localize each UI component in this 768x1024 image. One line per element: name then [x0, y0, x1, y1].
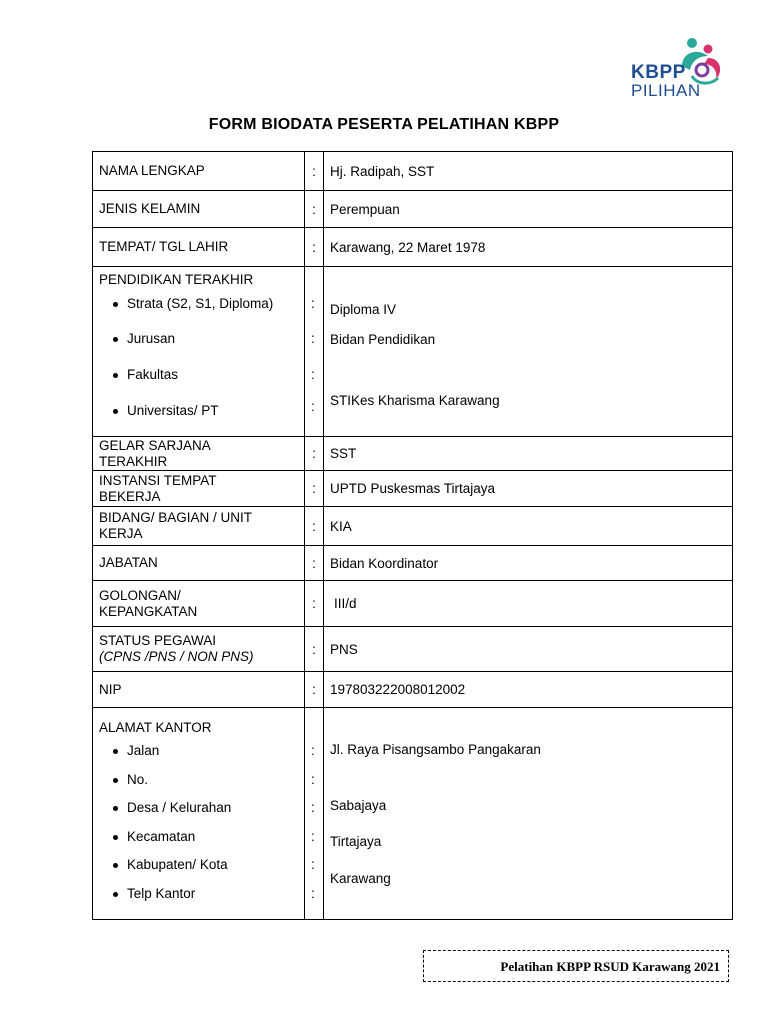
list-item-universitas: Universitas/ PT: [127, 403, 219, 418]
label-line-italic: (CPNS /PNS / NON PNS): [99, 649, 254, 664]
list-item-telp: Telp Kantor: [127, 886, 196, 901]
label-jabatan: JABATAN: [93, 546, 305, 581]
separator: :: [311, 829, 315, 844]
footer-note: Pelatihan KBPP RSUD Karawang 2021: [423, 950, 729, 982]
list-item-kabupaten: Kabupaten/ Kota: [127, 857, 228, 872]
logo-text-kbpp: KBPP: [631, 62, 686, 83]
label-bidang: [93, 507, 305, 546]
label-alamat-block: [93, 708, 305, 920]
separator: :: [311, 296, 315, 311]
separator: :: [311, 399, 315, 414]
separator: :: [305, 507, 324, 546]
value-jenis-kelamin: Perempuan: [324, 191, 733, 228]
label-jenis-kelamin: JENIS KELAMIN: [93, 191, 305, 228]
separator: :: [305, 191, 324, 228]
value-kabupaten: Karawang: [330, 871, 391, 886]
separator: :: [305, 581, 324, 627]
label-alamat-kantor: ALAMAT KANTOR: [99, 720, 212, 735]
value-jabatan: Bidan Koordinator: [324, 546, 733, 581]
separator: :: [305, 471, 324, 507]
row-nip: [93, 672, 733, 708]
value-jurusan: Bidan Pendidikan: [330, 332, 436, 347]
separator: :: [305, 627, 324, 672]
row-jabatan: [93, 546, 733, 581]
list-item-jalan: Jalan: [127, 743, 160, 758]
row-jenis-kelamin: [93, 191, 733, 228]
value-nip: 197803222008012002: [324, 672, 733, 708]
separator: :: [305, 437, 324, 471]
separator: :: [305, 228, 324, 267]
label-line: GOLONGAN/: [99, 587, 181, 603]
value-golongan: III/d: [324, 581, 733, 627]
row-bidang: [93, 507, 733, 546]
page-title: FORM BIODATA PESERTA PELATIHAN KBPP: [208, 116, 560, 133]
row-pendidikan-terakhir: [93, 267, 733, 437]
separator-column: [305, 708, 324, 920]
value-jalan: Jl. Raya Pisangsambo Pangakaran: [330, 742, 541, 757]
label-line: INSTANSI TEMPAT: [99, 472, 217, 488]
label-nama-lengkap: NAMA LENGKAP: [93, 152, 305, 191]
label-pendidikan-terakhir: PENDIDIKAN TERAKHIR: [99, 272, 254, 287]
label-line: TERAKHIR: [99, 453, 168, 469]
row-golongan: [93, 581, 733, 627]
value-status-pegawai: PNS: [324, 627, 733, 672]
separator: :: [305, 672, 324, 708]
label-tempat-tgl-lahir: TEMPAT/ TGL LAHIR: [93, 228, 305, 267]
label-instansi: [93, 471, 305, 507]
list-item-jurusan: Jurusan: [127, 331, 176, 346]
list-item-desa: Desa / Kelurahan: [127, 800, 232, 815]
row-gelar-sarjana: [93, 437, 733, 471]
value-kecamatan: Tirtajaya: [330, 834, 382, 849]
value-instansi: UPTD Puskesmas Tirtajaya: [324, 471, 733, 507]
label-line: BIDANG/ BAGIAN / UNIT: [99, 510, 253, 525]
value-strata: Diploma IV: [330, 302, 397, 317]
separator: :: [305, 152, 324, 191]
row-instansi: [93, 471, 733, 507]
label-line: GELAR SARJANA: [99, 437, 211, 453]
label-golongan: [93, 581, 305, 627]
label-nip: NIP: [93, 672, 305, 708]
value-bidang: KIA: [324, 507, 733, 546]
biodata-form-table: [92, 151, 733, 920]
separator: :: [311, 800, 315, 815]
value-tempat-tgl-lahir: Karawang, 22 Maret 1978: [324, 228, 733, 267]
separator: :: [305, 546, 324, 581]
kbpp-logo: [628, 36, 728, 100]
row-alamat-kantor: [93, 708, 733, 920]
list-item-strata: Strata (S2, S1, Diploma): [127, 296, 274, 311]
list-item-no: No.: [127, 772, 149, 787]
value-nama-lengkap: Hj. Radipah, SST: [324, 152, 733, 191]
value-pendidikan-block: [324, 267, 733, 437]
label-gelar-sarjana: [93, 437, 305, 471]
value-alamat-block: [324, 708, 733, 920]
value-gelar-sarjana: SST: [324, 437, 733, 471]
label-status-pegawai: [93, 627, 305, 672]
list-item-kecamatan: Kecamatan: [127, 829, 196, 844]
row-tempat-tgl-lahir: [93, 228, 733, 267]
label-line: KERJA: [99, 526, 143, 541]
separator: :: [311, 857, 315, 872]
row-status-pegawai: [93, 627, 733, 672]
separator: :: [311, 743, 315, 758]
separator: :: [311, 331, 315, 346]
label-pendidikan-block: [93, 267, 305, 437]
logo-text-pilihan: PILIHAN: [631, 81, 701, 100]
list-item-fakultas: Fakultas: [127, 367, 179, 382]
separator: :: [311, 772, 315, 787]
label-line: BEKERJA: [99, 488, 161, 504]
row-nama-lengkap: [93, 152, 733, 191]
label-line: STATUS PEGAWAI: [99, 633, 217, 648]
separator-column: [305, 267, 324, 437]
value-desa: Sabajaya: [330, 798, 387, 813]
value-universitas: STIKes Kharisma Karawang: [330, 393, 500, 408]
separator: :: [311, 886, 315, 901]
label-line: KEPANGKATAN: [99, 603, 198, 619]
separator: :: [311, 367, 315, 382]
